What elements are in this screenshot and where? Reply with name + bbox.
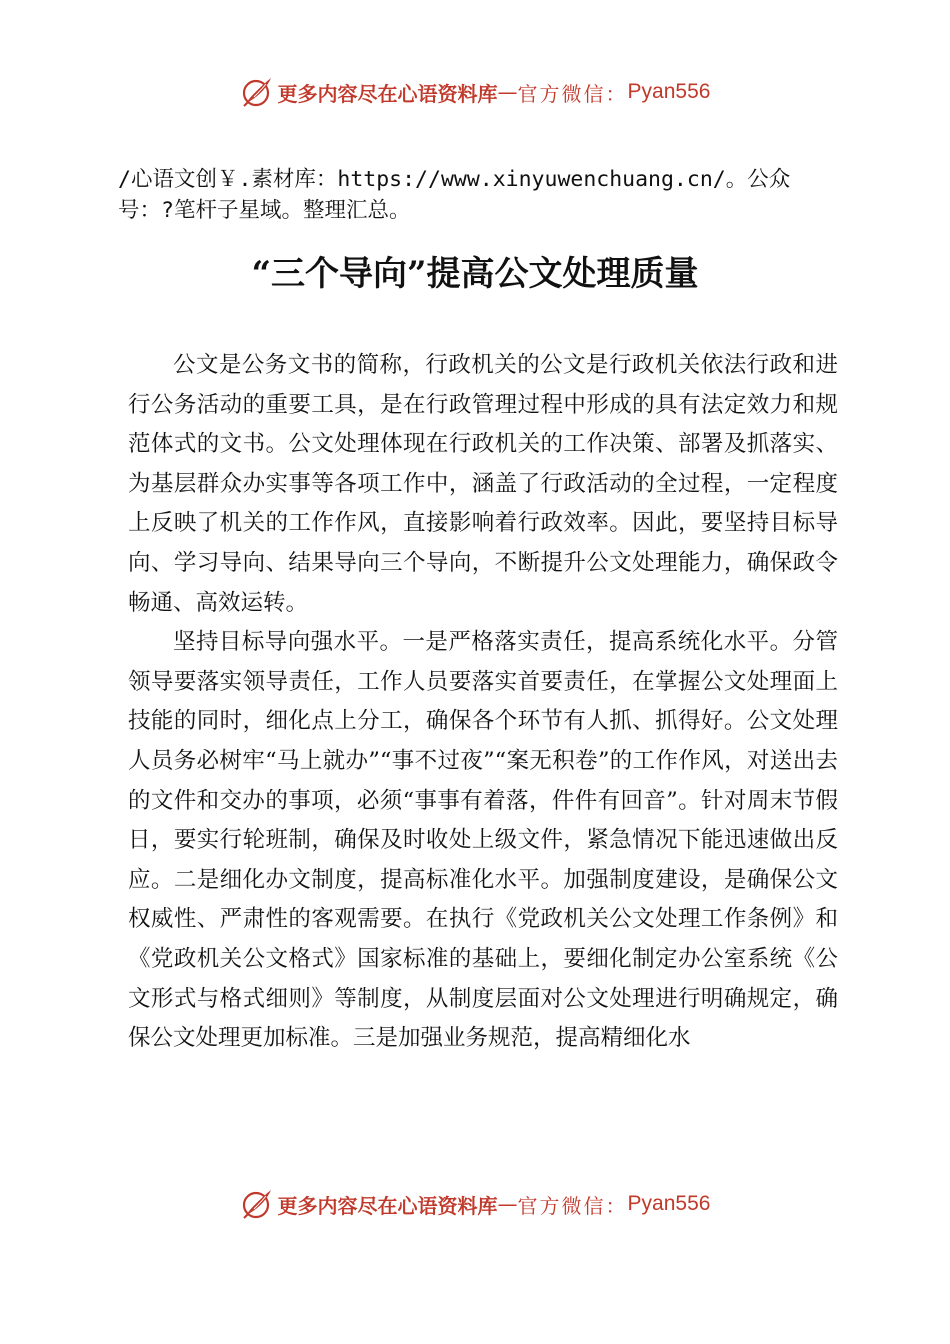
- article-body: [128, 346, 838, 1059]
- footer-banner: [0, 1184, 950, 1224]
- footer-wechat-id: Pyan556: [627, 1192, 711, 1215]
- source-line: /心语文创￥.素材库：https://www.xinyuwenchuang.cn/。公众号：?笔杆子星域。整理汇总。: [118, 167, 791, 223]
- footer-brand-text: 更多内容尽在心语资料库: [277, 1193, 498, 1218]
- footer-wechat-label: 官方微信：: [517, 1193, 628, 1218]
- quill-pen-logo-icon: [240, 1187, 274, 1221]
- article-title: “三个导向”提高公文处理质量: [251, 254, 699, 294]
- footer-separator: —: [497, 1192, 518, 1216]
- header-banner: [0, 72, 950, 112]
- header-wechat-label: 官方微信：: [517, 81, 628, 106]
- article-paragraph-1: 公文是公务文书的简称，行政机关的公文是行政机关依法行政和进行公务活动的重要工具，是在行政管理过程中形成的具有法定效力和规范体式的文书。公文处理体现在行政机关的工作决策、部署及抓落实、为基层群众办实事等各项工作中，涵盖了行政活动的全过程，一定程度上反映了机关的工作作风，直接影响着行政效率。因此，要坚持目标导向、学习导向、结果导向三个导向，不断提升公文处理能力，确保政令畅通、高效运转。: [128, 352, 838, 616]
- quill-pen-logo-icon: [240, 75, 274, 109]
- article-paragraph-2: 坚持目标导向强水平。一是严格落实责任，提高系统化水平。分管领导要落实领导责任，工作人员要落实首要责任，在掌握公文处理面上技能的同时，细化点上分工，确保各个环节有人抓、抓得好。公文处理人员务必树牢“马上就办”“事不过夜”“案无积卷”的工作作风，对送出去的文件和交办的事项，必须“事事有着落，件件有回音”。针对周末节假日，要实行轮班制，确保及时收处上级文件，紧急情况下能迅速做出反应。二是细化办文制度，提高标准化水平。加强制度建设，是确保公文权威性、严肃性的客观需要。在执行《党政机关公文处理工作条例》和《党政机关公文格式》国家标准的基础上，要细化制定办公室系统《公文形式与格式细则》等制度，从制度层面对公文处理进行明确规定，确保公文处理更加标准。三是加强业务规范，提高精细化水: [128, 629, 838, 1052]
- header-brand-text: 更多内容尽在心语资料库: [277, 81, 498, 106]
- header-separator: —: [497, 80, 518, 104]
- header-wechat-id: Pyan556: [627, 80, 711, 103]
